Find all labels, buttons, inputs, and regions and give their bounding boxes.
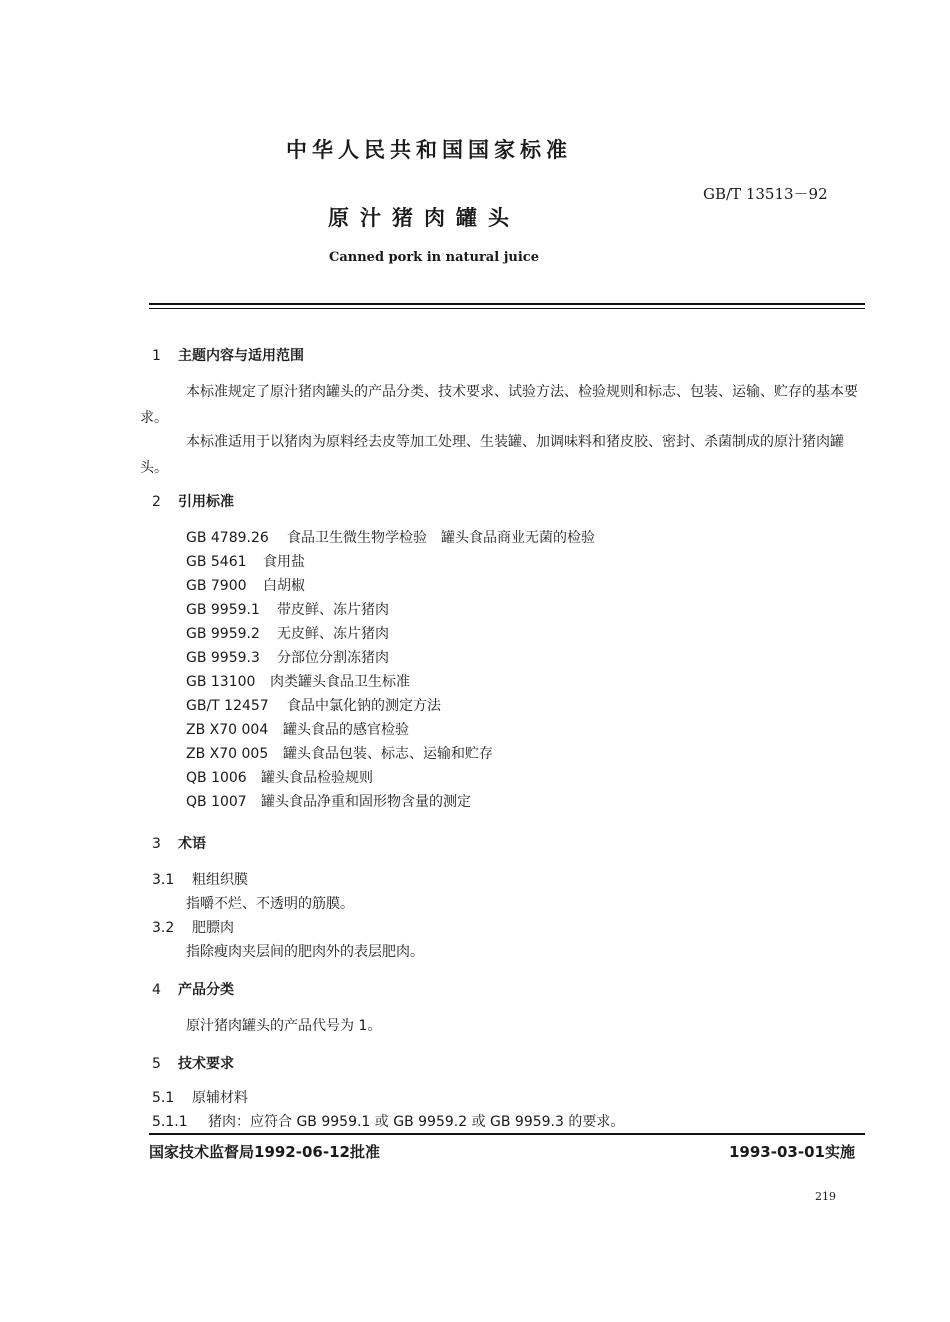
reference-name: 食用盐 [263,554,305,570]
reference-name: 白胡椒 [263,578,305,594]
reference-code: QB 1006 [186,770,247,786]
term-3-2-definition: 指除瘦肉夹层间的肥肉外的表层肥肉。 [186,944,424,960]
reference-item [186,743,493,763]
section-number: 3 [152,836,161,852]
reference-item [186,527,595,547]
reference-item [186,623,389,643]
reference-item [186,671,410,691]
header-rule-top [149,303,865,305]
effective-date-line: 1993-03-01实施 [729,1143,855,1161]
subsection-title: 原辅材料 [192,1090,248,1106]
approval-line: 国家技术监督局1992-06-12批准 [149,1143,380,1161]
section-title: 产品分类 [178,982,234,998]
term-3-2 [152,917,234,937]
reference-item [186,767,373,787]
subsection-number: 5.1 [152,1090,175,1106]
section-1-paragraph-1: 本标准规定了原汁猪肉罐头的产品分类、技术要求、试验方法、检验规则和标志、包装、运输、贮存的基本要求。 [140,384,858,426]
reference-name: 肉类罐头食品卫生标准 [270,674,410,690]
section-2-heading [152,491,234,511]
section-3-heading [152,833,206,853]
reference-name: 无皮鲜、冻片猪肉 [277,626,389,642]
reference-item [186,575,305,595]
reference-item [186,599,389,619]
reference-name: 罐头食品包装、标志、运输和贮存 [283,746,493,762]
term-number: 3.2 [152,920,175,936]
reference-code: GB 9959.2 [186,626,260,642]
section-title: 术语 [178,836,206,852]
section-4-heading [152,979,234,999]
reference-code: GB 5461 [186,554,247,570]
reference-name: 带皮鲜、冻片猪肉 [277,602,389,618]
section-number: 4 [152,982,161,998]
section-title: 主题内容与适用范围 [178,348,304,364]
section-number: 5 [152,1056,161,1072]
subsection-5-1-1 [152,1111,624,1131]
reference-code: GB 9959.3 [186,650,260,666]
reference-item [186,695,441,715]
reference-code: GB/T 12457 [186,698,269,714]
reference-item [186,647,389,667]
reference-name: 罐头食品的感官检验 [283,722,409,738]
subsection-5-1 [152,1087,248,1107]
page-number: 219 [815,1190,836,1203]
term-name: 肥膘肉 [192,920,234,936]
reference-name: 食品中氯化钠的测定方法 [287,698,441,714]
document-title-en: Canned pork in natural juice [329,250,539,265]
reference-name: 食品卫生微生物学检验 罐头食品商业无菌的检验 [287,530,595,546]
national-standard-heading: 中华人民共和国国家标准 [286,138,572,162]
subsection-text: 猪肉：应符合 GB 9959.1 或 GB 9959.2 或 GB 9959.3 的要求。 [208,1114,625,1130]
reference-item [186,719,409,739]
reference-name: 罐头食品检验规则 [261,770,373,786]
reference-name: 分部位分割冻猪肉 [277,650,389,666]
reference-code: ZB X70 005 [186,746,269,762]
header-rule-bottom [149,308,865,309]
section-4-paragraph: 原汁猪肉罐头的产品代号为 1。 [186,1018,382,1034]
section-number: 2 [152,494,161,510]
standard-code: GB/T 13513－92 [703,185,828,203]
section-title: 技术要求 [178,1056,234,1072]
reference-code: GB 9959.1 [186,602,260,618]
section-title: 引用标准 [178,494,234,510]
term-3-1 [152,869,248,889]
section-number: 1 [152,348,161,364]
reference-code: QB 1007 [186,794,247,810]
section-5-heading [152,1053,234,1073]
reference-code: GB 7900 [186,578,247,594]
reference-code: ZB X70 004 [186,722,269,738]
reference-code: GB 13100 [186,674,256,690]
section-1-paragraph-2: 本标准适用于以猪肉为原料经去皮等加工处理、生装罐、加调味料和猪皮胶、密封、杀菌制成的原汁猪肉罐头。 [140,434,844,476]
reference-item [186,791,471,811]
document-title-cn: 原汁猪肉罐头 [328,206,520,230]
reference-name: 罐头食品净重和固形物含量的测定 [261,794,471,810]
footer-rule [149,1133,865,1135]
term-3-1-definition: 指嚼不烂、不透明的筋膜。 [186,896,354,912]
term-name: 粗组织膜 [192,872,248,888]
reference-code: GB 4789.26 [186,530,269,546]
reference-item [186,551,305,571]
section-1-heading [152,345,304,365]
term-number: 3.1 [152,872,175,888]
subsection-number: 5.1.1 [152,1114,188,1130]
